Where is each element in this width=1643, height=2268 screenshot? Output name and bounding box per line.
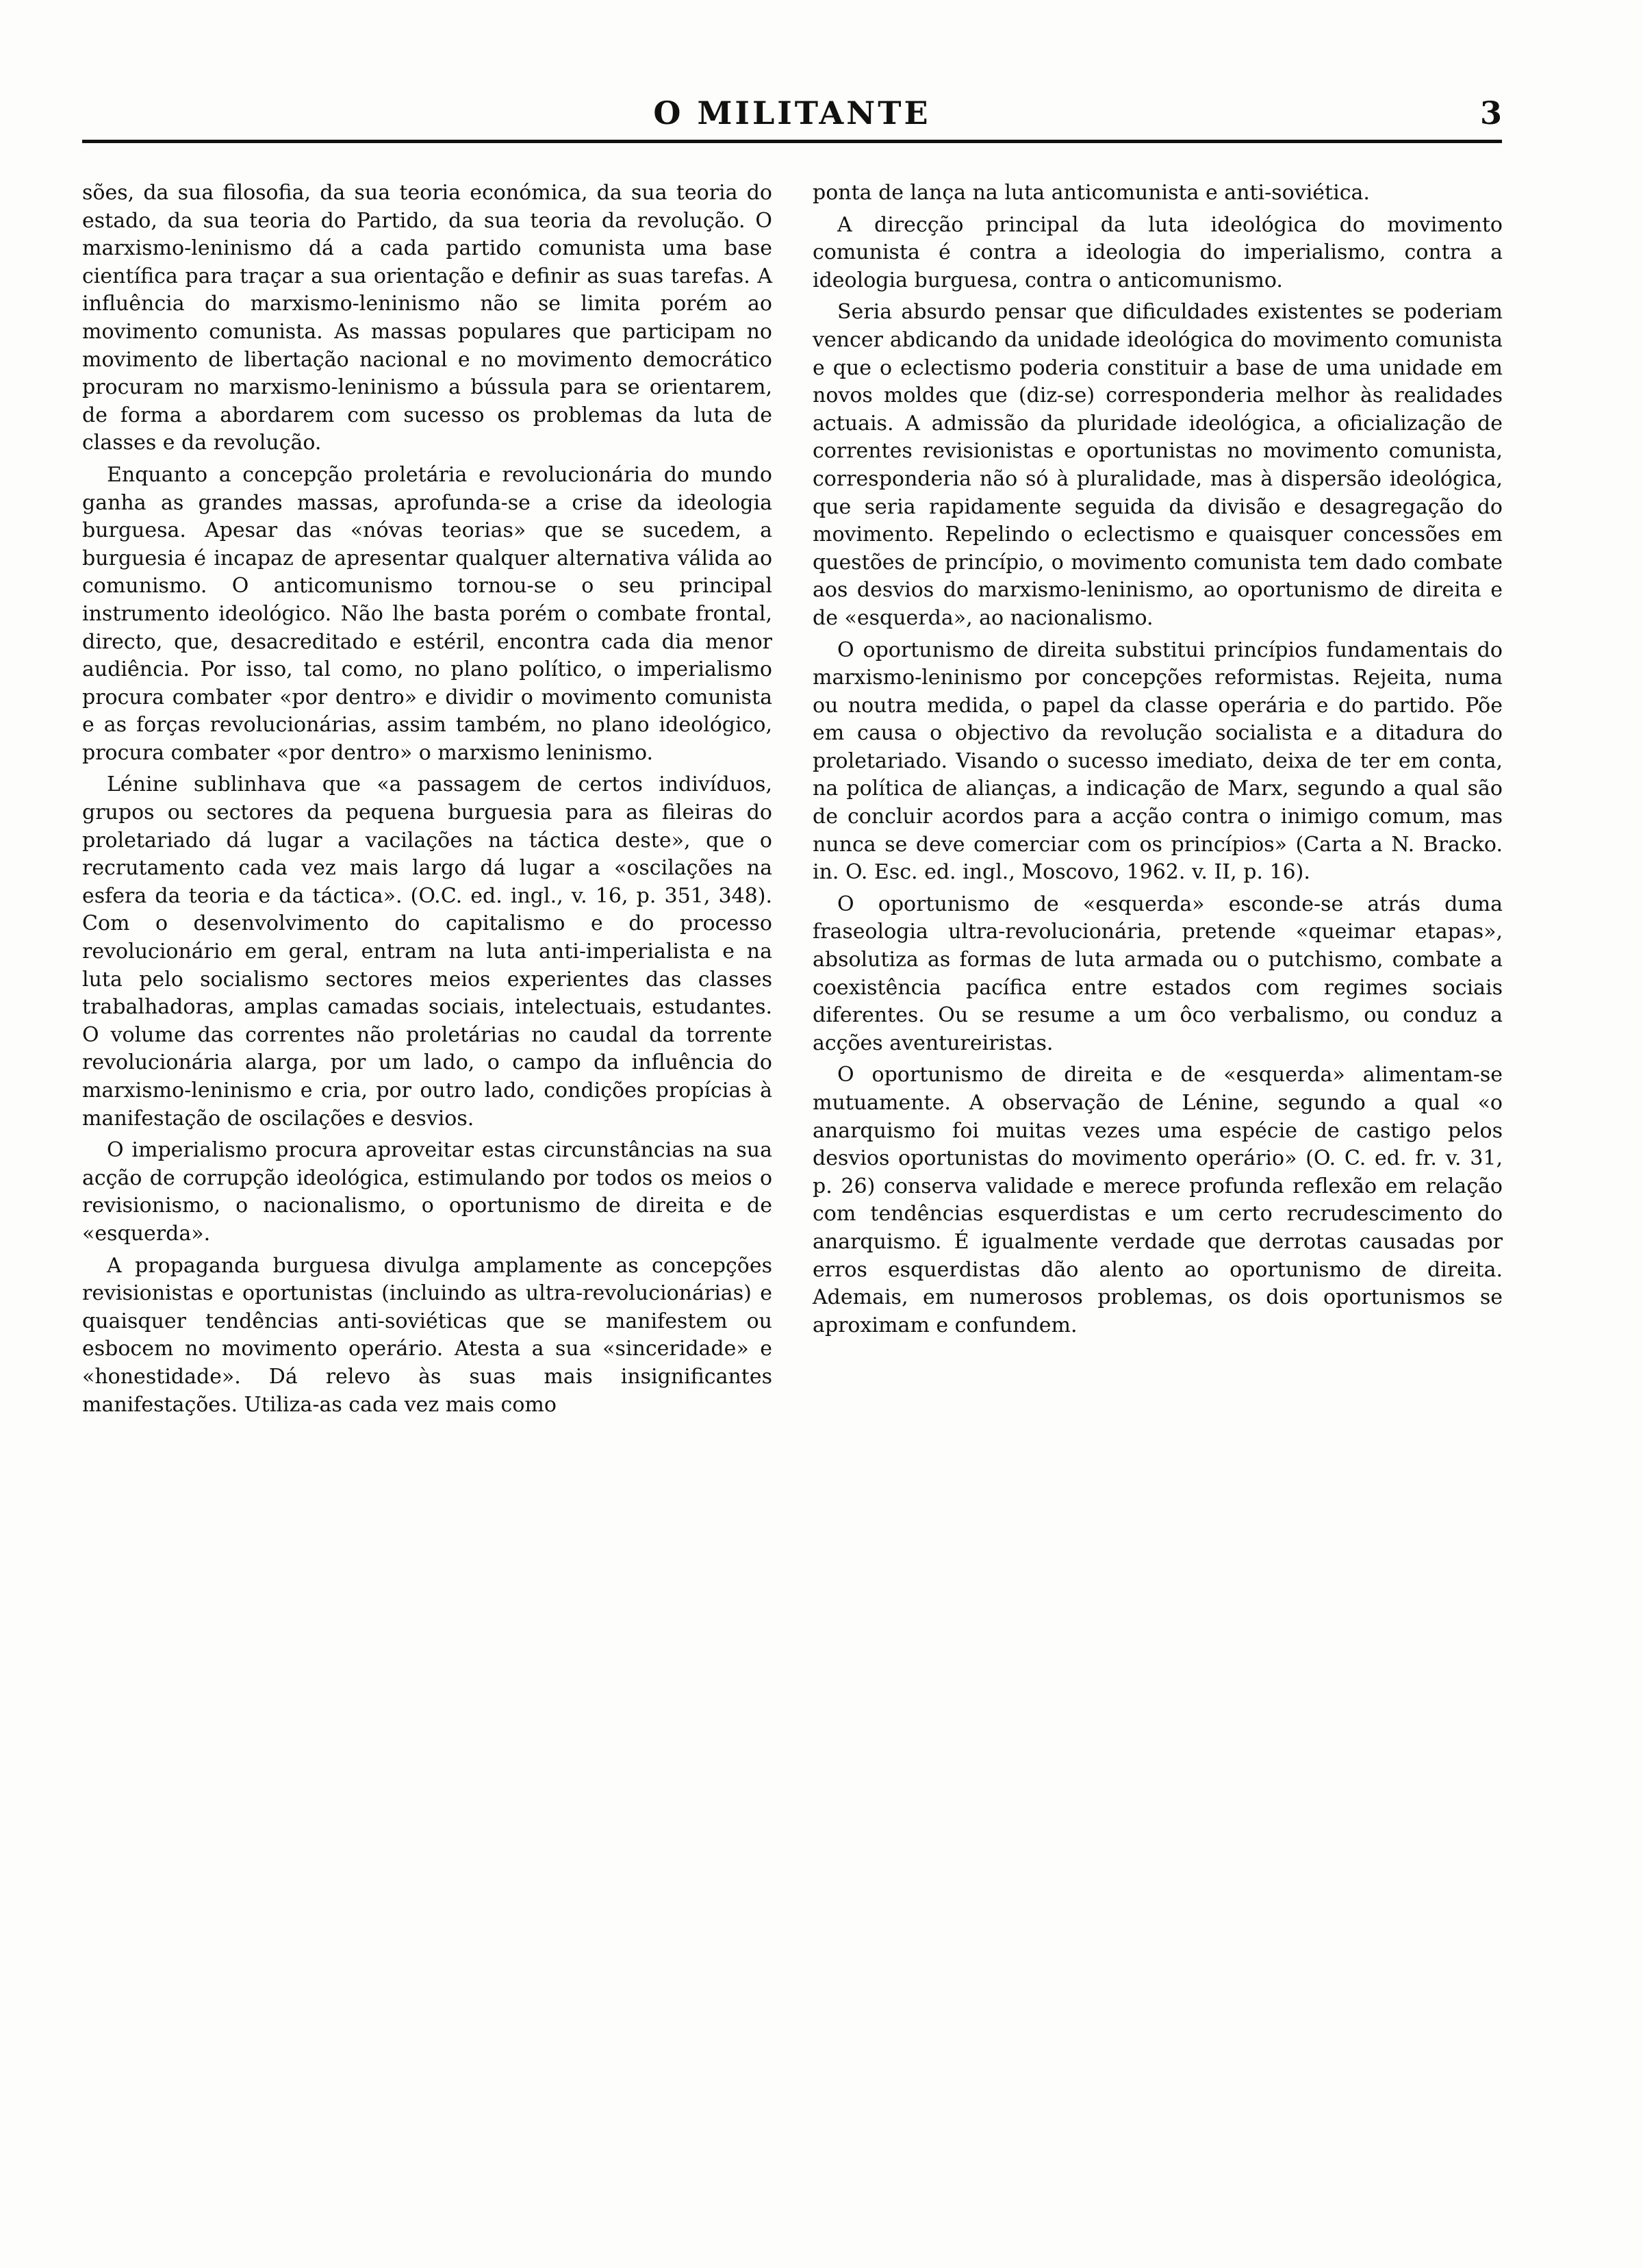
paragraph: A propaganda burguesa divulga amplamente as concepções revisionistas e oportunistas (incluindo as ultra-revolucionárias) e quaisquer tendências anti-soviéticas que se manifestem ou esbocem no movimento operário. Atesta a sua «sinceridade» e «honestidade». Dá relevo às suas mais insignificantes manifestações. Utiliza-as cada vez mais como xyxy=(82,1253,772,1417)
paragraph: Lénine sublinhava que «a passagem de certos indivíduos, grupos ou sectores da pequena burguesia para as fileiras do proletariado dá lugar a vacilações na táctica deste», que o recrutamento cada vez mais largo dá lugar a «oscilações na esfera da teoria e da táctica». (O.C. ed. ingl., v. 16, p. 351, 348). Com o desenvolvimento do capitalismo e do processo revolucionário em geral, entram na luta anti-imperialista e na luta pelo socialismo sectores meios experientes das classes trabalhadoras, amplas camadas sociais, intelectuais, estudantes. O volume das correntes não proletárias no caudal da torrente revolucionária alarga, por um lado, o campo da influência do marxismo-leninismo e cria, por outro lado, condições propícias à manifestação de oscilações e desvios. xyxy=(82,772,772,1131)
paragraph: O imperialismo procura aproveitar estas circunstâncias na sua acção de corrupção ideológica, estimulando por todos os meios o revisionismo, o nacionalismo, o oportunismo de direita e de «esquerda». xyxy=(82,1138,772,1246)
left-column xyxy=(82,179,772,1423)
right-column xyxy=(813,179,1503,1344)
paragraph: Enquanto a concepção proletária e revolucionária do mundo ganha as grandes massas, aprofunda-se a crise da ideologia burguesa. Apesar das «nóvas teorias» que se sucedem, a burguesia é incapaz de apresentar qualquer alternativa válida ao comunismo. O anticomunismo tornou-se o seu principal instrumento ideológico. Não lhe basta porém o combate frontal, directo, que, desacreditado e estéril, encontra cada dia menor audiência. Por isso, tal como, no plano político, o imperialismo procura combater «por dentro» e dividir o movimento comunista e as forças revolucionárias, assim também, no plano ideológico, procura combater «por dentro» o marxismo leninismo. xyxy=(82,462,772,765)
paragraph: Seria absurdo pensar que dificuldades existentes se poderiam vencer abdicando da unidade ideológica do movimento comunista e que o eclectismo poderia constituir a base de uma unidade em novos moldes que (diz-se) corresponderia melhor às realidades actuais. A admissão da pluridade ideológica, a oficialização de correntes revisionistas e oportunistas no movimento comunista, corresponderia não só à pluralidade, mas à dispersão ideológica, que seria rapidamente seguida da divisão e desagregação do movimento. Repelindo o eclectismo e quaisquer concessões em questões de princípio, o movimento comunista tem dado combate aos desvios do marxismo-leninismo, ao oportunismo de direita e de «esquerda», ao nacionalismo. xyxy=(813,300,1503,630)
page-number: 3 xyxy=(1479,94,1502,131)
header-rule xyxy=(82,140,1502,143)
paragraph: O oportunismo de «esquerda» esconde-se atrás duma fraseologia ultra-revolucionária, pretende «queimar etapas», absolutiza as formas de luta armada ou o putchismo, combate a coexistência pacífica entre estados com regimes sociais diferentes. Ou se resume a um ôco verbalismo, ou conduz a acções aventureiristas. xyxy=(813,892,1503,1055)
paragraph: A direcção principal da luta ideológica do movimento comunista é contra a ideologia do imperialismo, contra a ideologia burguesa, contra o anticomunismo. xyxy=(813,212,1503,292)
paragraph: O oportunismo de direita e de «esquerda» alimentam-se mutuamente. A observação de Lénine, segundo a qual «o anarquismo foi muitas vezes uma espécie de castigo pelos desvios oportunistas do movimento operário» (O. C. ed. fr. v. 31, p. 26) conserva validade e merece profunda reflexão em relação com tendências esquerdistas e um certo recrudescimento do anarquismo. É igualmente verdade que derrotas causadas por erros esquerdistas dão alento ao oportunismo de direita. Ademais, em numerosos problemas, os dois oportunismos se aproximam e confundem. xyxy=(813,1063,1503,1337)
paragraph: sões, da sua filosofia, da sua teoria económica, da sua teoria do estado, da sua teoria do Partido, da sua teoria da revolução. O marxismo-leninismo dá a cada partido comunista uma base científica para traçar a sua orientação e definir as suas tarefas. A influência do marxismo-leninismo não se limita porém ao movimento comunista. As massas populares que participam no movimento de libertação nacional e no movimento democrático procuram no marxismo-leninismo a bússula para se orientarem, de forma a abordarem com sucesso os problemas da luta de classes e da revolução. xyxy=(82,181,772,455)
running-head xyxy=(82,90,1502,136)
paragraph: ponta de lança na luta anticomunista e anti-soviética. xyxy=(813,181,1370,205)
paragraph: O oportunismo de direita substitui princípios fundamentais do marxismo-leninismo por concepções reformistas. Rejeita, numa ou noutra medida, o papel da classe operária e do partido. Põe em causa o objectivo da revolução socialista e a ditadura do proletariado. Visando o sucesso imediato, deixa de ter em conta, na política de alianças, a indicação de Marx, segundo a qual são de concluir acordos para a acção contra o inimigo comum, mas nunca se deve comerciar com os princípios» (Carta a N. Bracko. in. O. Esc. ed. ingl., Moscovo, 1962. v. II, p. 16). xyxy=(813,638,1503,885)
journal-title: O MILITANTE xyxy=(653,94,931,131)
